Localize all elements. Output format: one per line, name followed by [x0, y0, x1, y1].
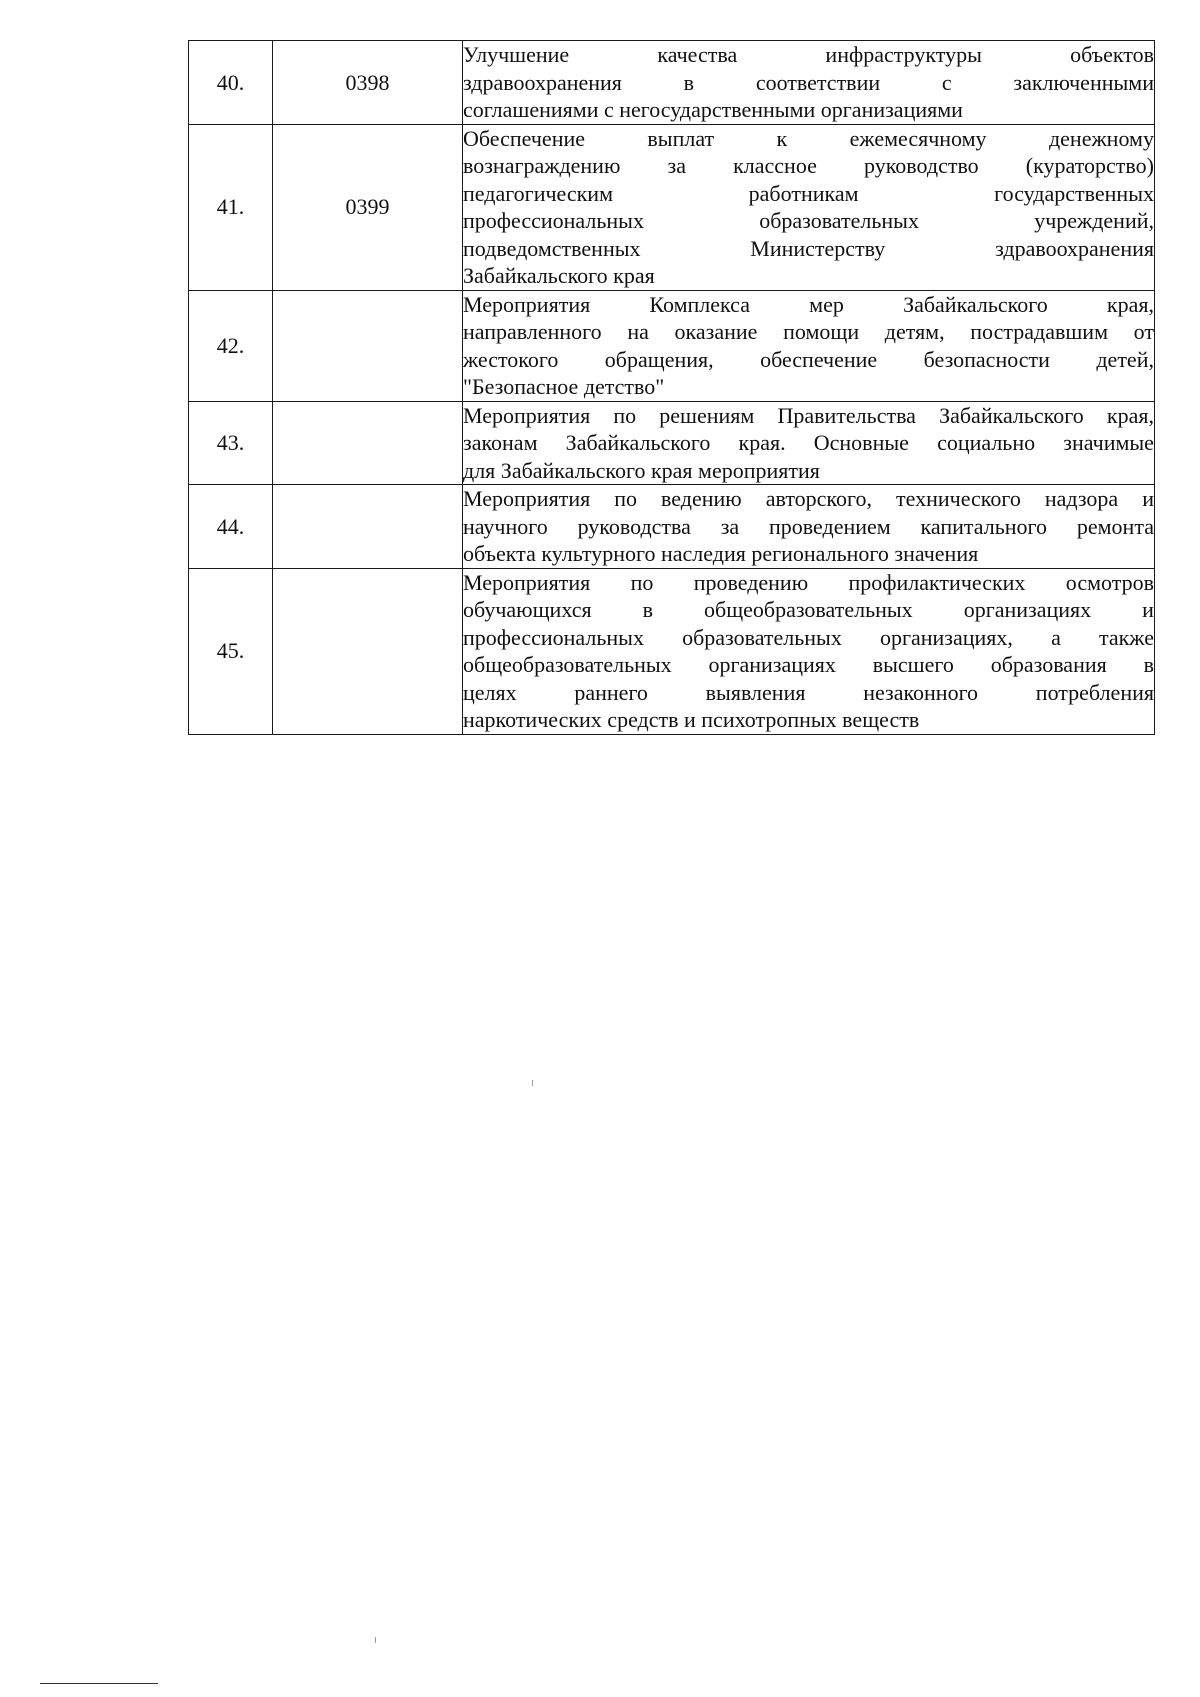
description-word: социально: [937, 430, 1036, 455]
description-word: к: [776, 125, 788, 151]
description-line: [463, 569, 1154, 597]
description-word: проведением: [769, 513, 891, 539]
description-word: решениям: [659, 402, 755, 428]
description-line: [463, 513, 1154, 541]
description-word: Комплекса: [649, 291, 750, 317]
description-line: [463, 402, 1154, 430]
description-word: и: [1142, 597, 1154, 622]
description-line-words: [463, 457, 1154, 485]
row-number-cell: 40.: [189, 41, 273, 125]
description-word: наркотических средств и психотропных веществ: [463, 707, 920, 732]
table-row: [189, 290, 1155, 401]
description-cell: [463, 485, 1155, 569]
description-line: [463, 96, 1154, 124]
description-word: учреждений,: [1034, 208, 1154, 233]
description-line: [463, 262, 1154, 290]
description-word: на: [627, 319, 649, 344]
description-word: денежному: [1048, 125, 1154, 151]
row-number-cell: 42.: [189, 290, 273, 401]
description-word: вознаграждению: [463, 153, 621, 178]
description-line-words: [463, 207, 1154, 235]
description-line-words: [463, 706, 1154, 734]
description-line: [463, 346, 1154, 374]
description-word: технического: [896, 486, 1021, 511]
description-word: классное: [733, 153, 817, 178]
description-word: качества: [657, 42, 738, 67]
description-line-words: [463, 69, 1154, 97]
row-number-cell: 43.: [189, 401, 273, 485]
description-word: и: [1142, 486, 1154, 511]
code-cell: [273, 401, 463, 485]
code-cell: [273, 485, 463, 569]
description-word: работникам: [748, 180, 859, 206]
code-cell: [273, 290, 463, 401]
description-word: общеобразовательных: [463, 652, 672, 677]
description-word: выплат: [647, 125, 715, 151]
description-word: пострадавшим: [970, 319, 1108, 344]
description-word: образовательных: [682, 624, 842, 650]
description-word: "Безопасное детство": [463, 374, 665, 399]
description-line: [463, 457, 1154, 485]
scan-speck: [375, 1637, 376, 1643]
description-line: [463, 69, 1154, 97]
description-word: помощи: [783, 319, 860, 344]
table-row: [189, 401, 1155, 485]
description-line: [463, 540, 1154, 568]
description-word: Министерству: [750, 235, 886, 261]
description-line-words: [463, 180, 1154, 208]
description-word: в: [1143, 652, 1154, 677]
description-word: государственных: [994, 180, 1154, 206]
description-line: [463, 41, 1154, 69]
description-word: выявления: [705, 679, 806, 705]
description-line: [463, 624, 1154, 652]
description-word: соответствии: [755, 69, 881, 95]
description-word: направленного: [463, 319, 602, 344]
description-line: [463, 318, 1154, 346]
description-word: оказание: [674, 319, 758, 344]
description-word: капитального: [920, 513, 1048, 539]
description-word: жестокого: [463, 346, 559, 372]
description-word: руководство: [863, 153, 979, 178]
row-number-cell: 45.: [189, 568, 273, 734]
description-word: Забайкальского: [903, 291, 1048, 317]
description-cell: [463, 568, 1155, 734]
description-line: [463, 429, 1154, 457]
description-word: организациях: [708, 652, 836, 677]
description-line-words: [463, 402, 1154, 430]
description-word: высшего: [872, 652, 954, 677]
description-word: (кураторство): [1025, 153, 1154, 178]
description-word: здравоохранения: [995, 235, 1154, 261]
description-word: Правительства: [777, 402, 916, 428]
description-line-words: [463, 485, 1154, 513]
description-word: ежемесячному: [849, 125, 987, 151]
table-row: [189, 485, 1155, 569]
table-row: [189, 41, 1155, 125]
description-word: авторского,: [765, 486, 872, 511]
description-line: [463, 291, 1154, 319]
table-row: [189, 568, 1155, 734]
description-word: а: [1051, 624, 1061, 650]
description-cell: [463, 124, 1155, 290]
description-line-words: [463, 373, 1154, 401]
description-word: объекта культурного наследия регионального значения: [463, 541, 979, 566]
description-word: Мероприятия: [463, 402, 591, 428]
description-word: заключенными: [1013, 69, 1154, 95]
description-word: края,: [1106, 291, 1154, 317]
description-line: [463, 152, 1154, 180]
description-line-words: [463, 291, 1154, 319]
description-line-words: [463, 651, 1154, 679]
description-line: [463, 706, 1154, 734]
description-word: с: [941, 69, 952, 95]
description-word: педагогическим: [463, 180, 614, 206]
code-cell: 0398: [273, 41, 463, 125]
description-word: потребления: [1035, 679, 1154, 705]
description-line: [463, 235, 1154, 263]
description-word: за: [667, 153, 686, 178]
description-word: края.: [738, 430, 786, 455]
description-line-words: [463, 152, 1154, 180]
description-word: Мероприятия: [463, 291, 591, 317]
description-line-words: [463, 346, 1154, 374]
description-line-words: [463, 41, 1154, 69]
row-number-cell: 44.: [189, 485, 273, 569]
description-word: Забайкальского края: [463, 263, 655, 288]
description-word: научного: [463, 513, 548, 539]
description-word: детям,: [884, 319, 945, 344]
description-line: [463, 596, 1154, 624]
description-cell: [463, 401, 1155, 485]
description-line-words: [463, 624, 1154, 652]
description-word: Мероприятия: [463, 569, 591, 595]
description-word: обеспечение: [760, 346, 878, 372]
description-word: общеобразовательных: [704, 597, 913, 622]
description-word: Забайкальского: [565, 430, 711, 455]
description-word: Забайкальского: [939, 402, 1084, 428]
description-word: обучающихся: [463, 597, 592, 622]
description-line: [463, 679, 1154, 707]
description-word: Улучшение: [463, 42, 570, 67]
table-body: [189, 41, 1155, 735]
description-cell: [463, 290, 1155, 401]
description-cell: [463, 41, 1155, 125]
description-line-words: [463, 429, 1154, 457]
description-word: профилактических: [848, 569, 1026, 595]
description-word: осмотров: [1065, 569, 1154, 595]
description-line: [463, 207, 1154, 235]
table-row: [189, 124, 1155, 290]
description-word: Основные: [813, 430, 909, 455]
description-word: профессиональных: [463, 208, 644, 233]
description-line-words: [463, 596, 1154, 624]
description-word: безопасности: [923, 346, 1050, 372]
description-line-words: [463, 235, 1154, 263]
description-word: ведению: [661, 486, 742, 511]
row-number-cell: 41.: [189, 124, 273, 290]
description-word: инфраструктуры: [825, 42, 982, 67]
description-word: руководства: [577, 513, 691, 539]
description-line-words: [463, 513, 1154, 541]
description-word: от: [1133, 319, 1154, 344]
description-word: подведомственных: [463, 235, 641, 261]
code-cell: 0399: [273, 124, 463, 290]
description-line: [463, 485, 1154, 513]
description-word: незаконного: [863, 679, 979, 705]
description-word: образовательных: [759, 208, 919, 233]
description-word: детей,: [1096, 346, 1154, 372]
description-word: в: [683, 69, 695, 95]
description-line-words: [463, 679, 1154, 707]
description-word: края,: [1106, 402, 1154, 428]
footnote-rule: [40, 1683, 158, 1684]
description-line-words: [463, 96, 1154, 124]
description-line-words: [463, 318, 1154, 346]
description-word: для Забайкальского края мероприятия: [463, 457, 820, 483]
description-word: проведению: [693, 569, 809, 595]
description-word: по: [614, 486, 638, 511]
description-word: также: [1098, 624, 1154, 650]
description-word: обращения,: [604, 346, 714, 372]
description-word: здравоохранения: [463, 69, 622, 95]
description-word: соглашениями с негосударственными организациями: [463, 97, 963, 122]
description-line: [463, 180, 1154, 208]
description-word: Обеспечение: [463, 125, 585, 151]
description-word: образования: [990, 652, 1107, 677]
code-cell: [273, 568, 463, 734]
description-line-words: [463, 125, 1154, 153]
description-word: за: [720, 513, 740, 539]
description-word: законам: [463, 430, 538, 455]
description-word: мер: [809, 291, 844, 317]
description-word: организациях,: [879, 624, 1013, 650]
description-line-words: [463, 569, 1154, 597]
description-word: надзора: [1044, 486, 1119, 511]
description-word: профессиональных: [463, 624, 644, 650]
description-word: Мероприятия: [463, 486, 591, 511]
description-word: по: [613, 402, 637, 428]
description-word: раннего: [574, 679, 648, 705]
description-word: целях: [463, 679, 517, 705]
description-line: [463, 651, 1154, 679]
budget-codes-table: [188, 40, 1155, 735]
scan-speck: [532, 1080, 533, 1086]
description-word: в: [642, 597, 653, 622]
description-word: по: [630, 569, 654, 595]
description-word: организациях: [963, 597, 1092, 622]
description-line: [463, 373, 1154, 401]
description-word: объектов: [1070, 42, 1154, 67]
description-line-words: [463, 540, 1154, 568]
description-line-words: [463, 262, 1154, 290]
description-word: ремонта: [1076, 513, 1154, 539]
description-word: значимые: [1063, 430, 1154, 455]
description-line: [463, 125, 1154, 153]
